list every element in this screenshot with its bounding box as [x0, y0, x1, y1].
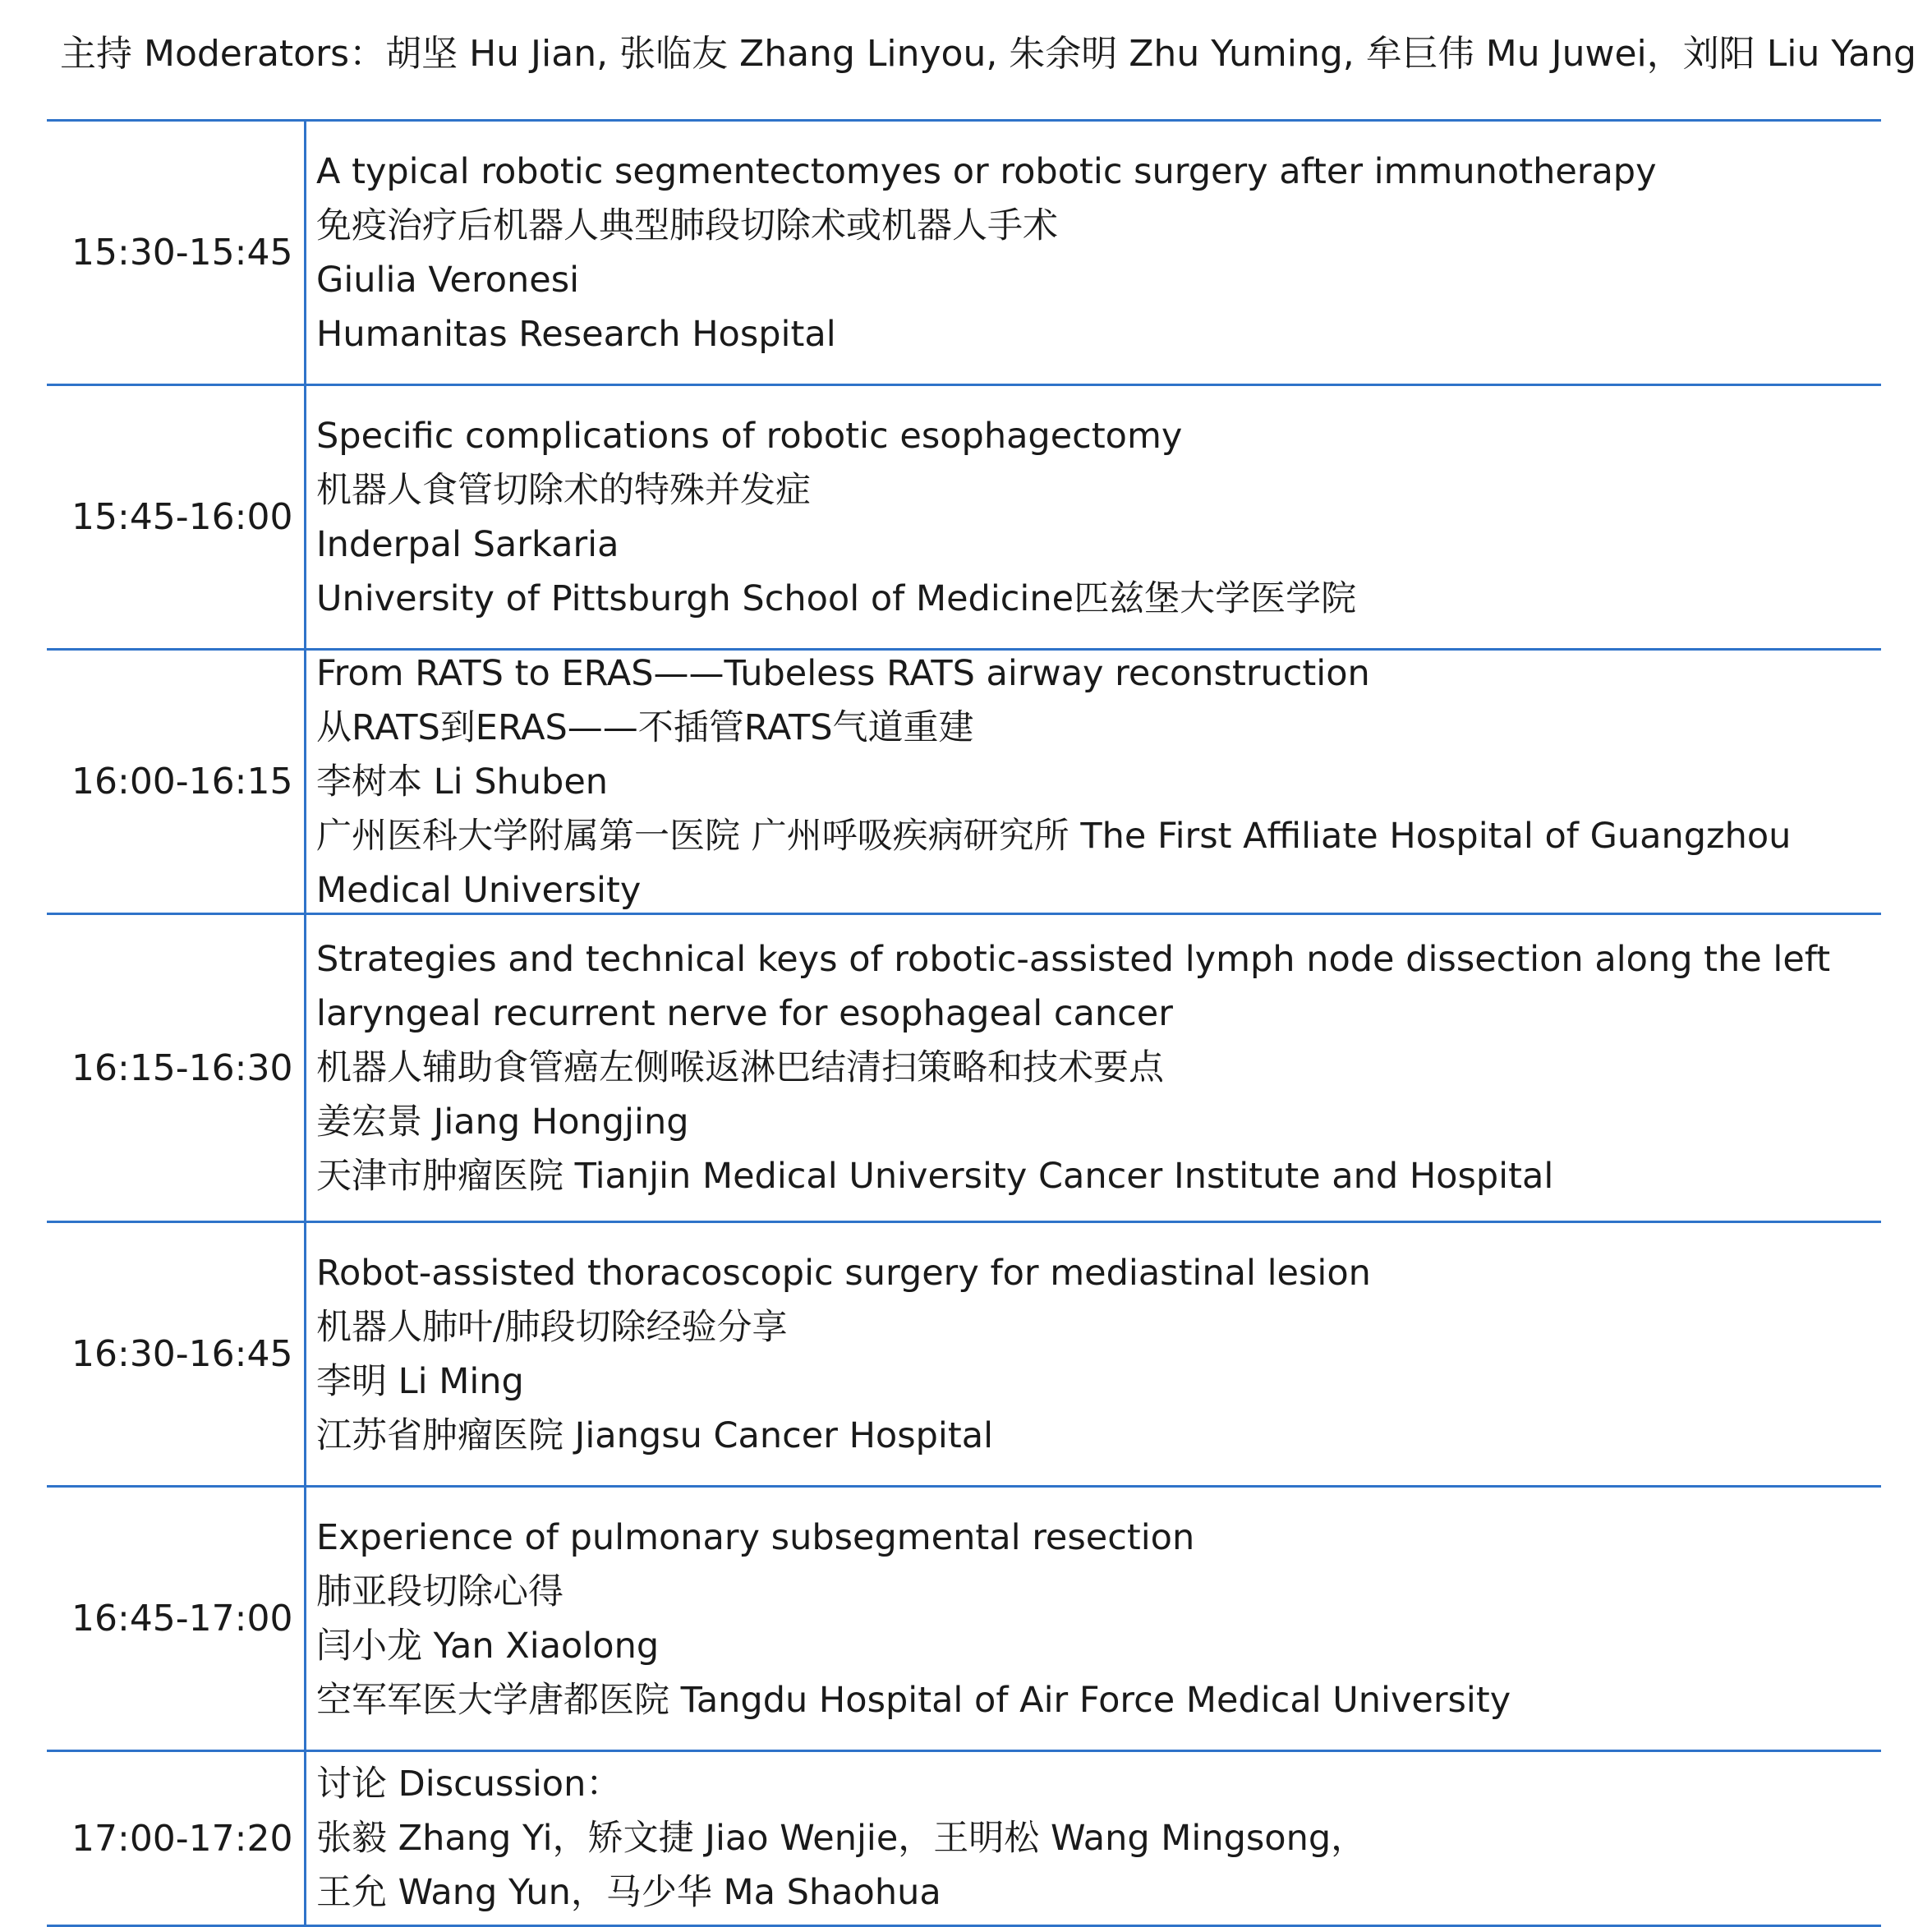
session-details: [306, 386, 1881, 648]
talk-title-zh: 机器人食管切除术的特殊并发症: [316, 469, 811, 511]
speaker-affiliation: 天津市肿瘤医院 Tianjin Medical University Cancer Institute and Hospital: [316, 1156, 1554, 1197]
time-slot: 15:30-15:45: [47, 122, 306, 384]
table-row: [47, 1750, 1881, 1927]
session-details: [306, 122, 1881, 384]
table-row: [47, 648, 1881, 913]
talk-title-zh: 免疫治疗后机器人典型肺段切除术或机器人手术: [316, 205, 1058, 246]
time-slot: 16:30-16:45: [47, 1223, 306, 1485]
speaker-name: 李明 Li Ming: [316, 1360, 524, 1402]
talk-title-en: From RATS to ERAS——Tubeless RATS airway reconstruction: [316, 652, 1370, 694]
time-slot: 16:15-16:30: [47, 915, 306, 1221]
discussion-heading: 讨论 Discussion：: [316, 1764, 622, 1805]
talk-title-en: Specific complications of robotic esophagectomy: [316, 415, 1183, 457]
speaker-affiliation: 广州医科大学附属第一医院 广州呼吸疾病研究所 The First Affiliate Hospital of Guangzhou: [316, 815, 1792, 857]
time-slot: 16:00-16:15: [47, 651, 306, 913]
talk-title-en-cont: laryngeal recurrent nerve for esophageal cancer: [316, 993, 1173, 1034]
time-slot: 15:45-16:00: [47, 386, 306, 648]
table-row: [47, 1485, 1881, 1750]
session-details: [306, 1223, 1881, 1485]
speaker-affiliation: 江苏省肿瘤医院 Jiangsu Cancer Hospital: [316, 1414, 994, 1456]
talk-title-zh: 肺亚段切除心得: [316, 1571, 564, 1612]
table-row: [47, 384, 1881, 648]
table-row: [47, 913, 1881, 1221]
speaker-name: 姜宏景 Jiang Hongjing: [316, 1101, 689, 1143]
speaker-affiliation: Humanitas Research Hospital: [316, 313, 836, 355]
talk-title-en: Strategies and technical keys of robotic-assisted lymph node dissection along the left: [316, 939, 1831, 980]
speaker-name: 李树本 Li Shuben: [316, 761, 609, 803]
speaker-name: Giulia Veronesi: [316, 259, 580, 301]
table-row: [47, 1221, 1881, 1485]
talk-title-zh: 机器人肺叶/肺段切除经验分享: [316, 1306, 788, 1348]
time-slot: 17:00-17:20: [47, 1752, 306, 1925]
session-details: [306, 1752, 1881, 1925]
speaker-affiliation: University of Pittsburgh School of Medicine匹兹堡大学医学院: [316, 577, 1357, 619]
session-details: [306, 915, 1881, 1221]
discussion-panelists: 张毅 Zhang Yi，矫文捷 Jiao Wenjie，王明松 Wang Mingsong，: [316, 1818, 1367, 1859]
schedule-table: [47, 119, 1881, 1927]
speaker-affiliation-cont: Medical University: [316, 869, 642, 911]
discussion-panelists-cont: 王允 Wang Yun，马少华 Ma Shaohua: [316, 1872, 941, 1913]
talk-title-en: Experience of pulmonary subsegmental resection: [316, 1516, 1195, 1558]
moderators-line: 主持 Moderators：胡坚 Hu Jian, 张临友 Zhang Linyou, 朱余明 Zhu Yuming, 牟巨伟 Mu Juwei，刘阳 Liu Yang: [60, 33, 1916, 75]
session-details: [306, 651, 1881, 913]
speaker-affiliation: 空军军医大学唐都医院 Tangdu Hospital of Air Force Medical University: [316, 1679, 1511, 1721]
speaker-name: Inderpal Sarkaria: [316, 523, 619, 565]
table-row: [47, 119, 1881, 384]
talk-title-en: Robot-assisted thoracoscopic surgery for mediastinal lesion: [316, 1252, 1371, 1294]
speaker-name: 闫小龙 Yan Xiaolong: [316, 1625, 660, 1667]
talk-title-en: A typical robotic segmentectomyes or robotic surgery after immunotherapy: [316, 150, 1657, 192]
time-slot: 16:45-17:00: [47, 1488, 306, 1750]
talk-title-zh: 从RATS到ERAS——不插管RATS气道重建: [316, 706, 974, 748]
talk-title-zh: 机器人辅助食管癌左侧喉返淋巴结清扫策略和技术要点: [316, 1047, 1164, 1088]
session-details: [306, 1488, 1881, 1750]
